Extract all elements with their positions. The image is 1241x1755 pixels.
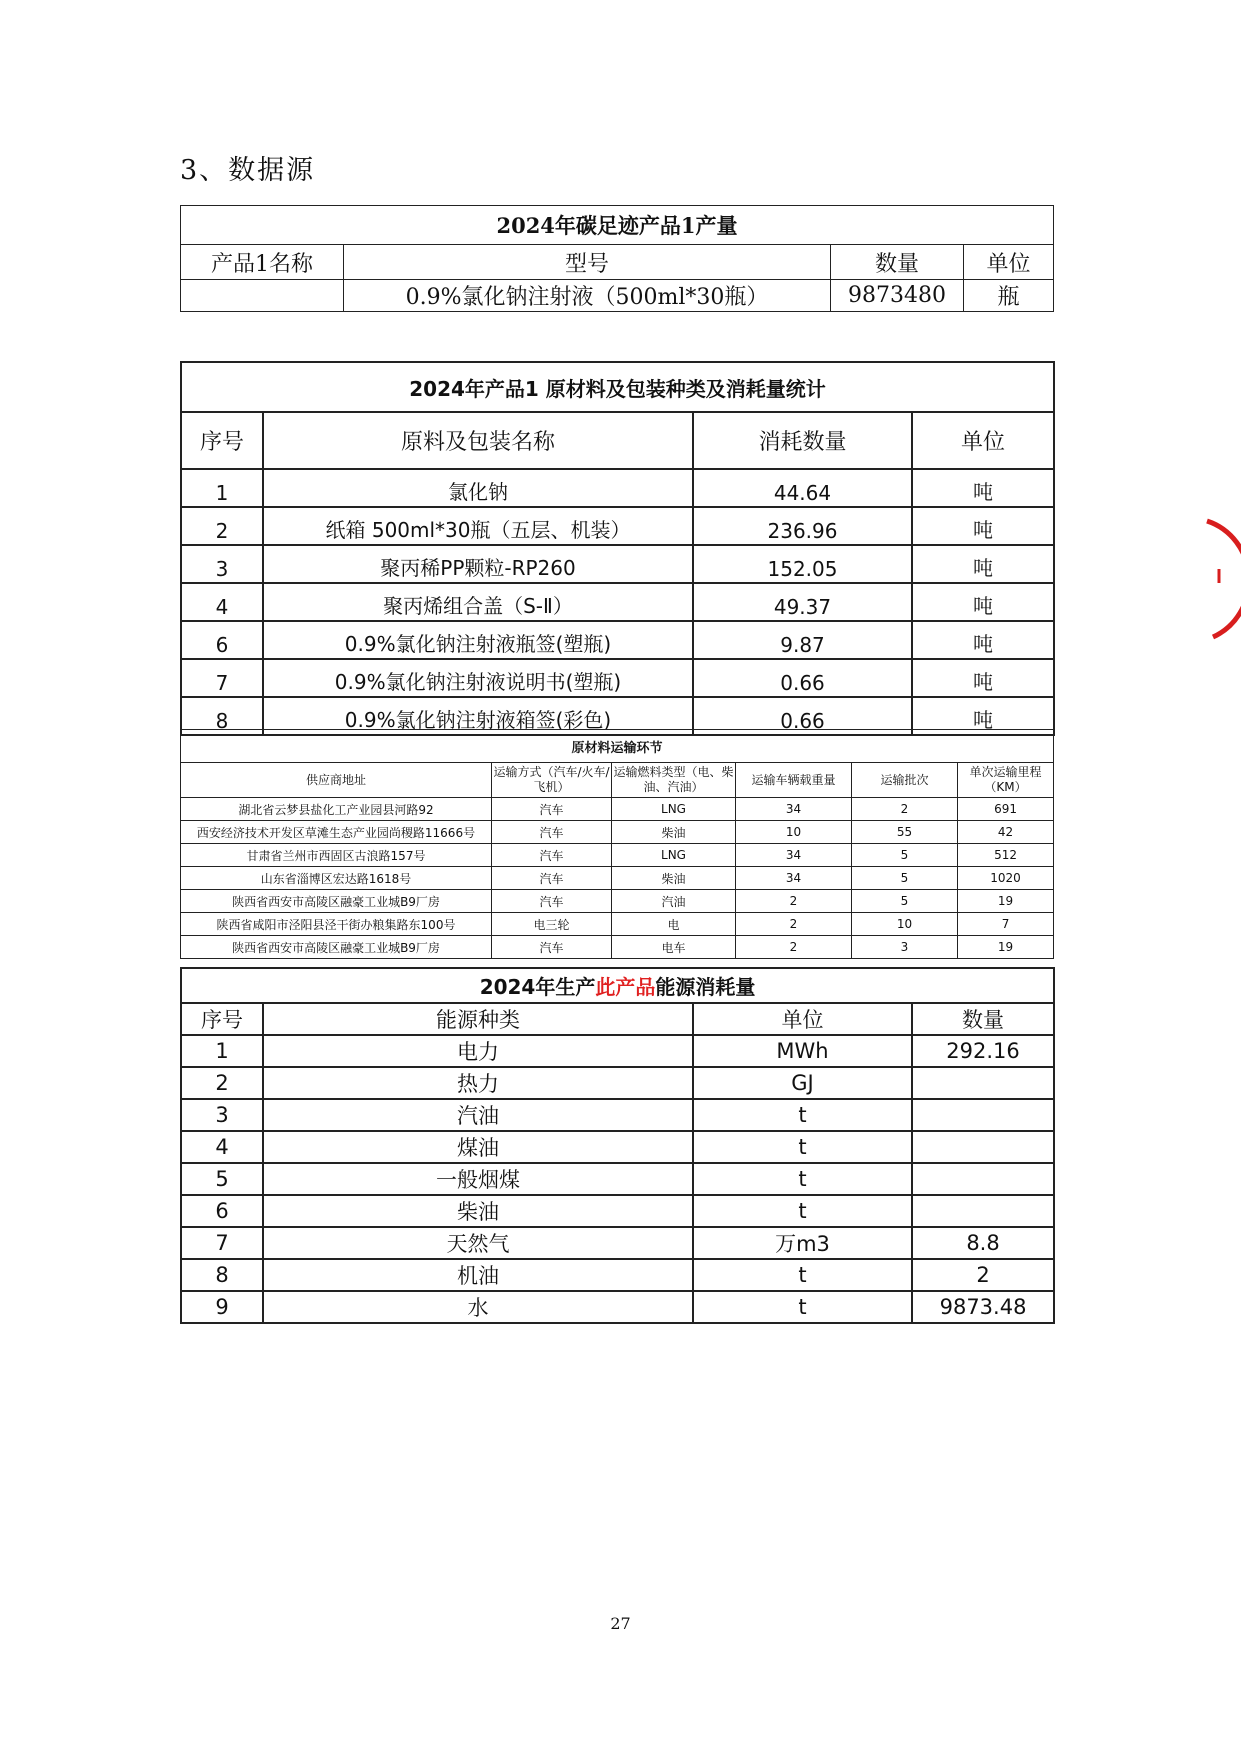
table-cell: 0.66 — [693, 659, 912, 697]
table-cell: 512 — [958, 844, 1054, 867]
table-cell: 5 — [852, 867, 958, 890]
table-title: 2024年产品1 原材料及包装种类及消耗量统计 — [181, 362, 1054, 412]
table-row — [181, 1227, 1054, 1259]
table-cell: 热力 — [263, 1067, 693, 1099]
table-cell: 0.9%氯化钠注射液（500ml*30瓶） — [344, 280, 831, 312]
table-cell: 49.37 — [693, 583, 912, 621]
seal-stamp-icon — [1205, 515, 1241, 645]
table-cell: 2 — [852, 798, 958, 821]
table-cell: 8 — [181, 1259, 263, 1291]
table-cell: 吨 — [912, 545, 1054, 583]
table-cell: 柴油 — [263, 1195, 693, 1227]
table-cell: 吨 — [912, 469, 1054, 507]
table-row — [181, 1259, 1054, 1291]
table-cell: 纸箱 500ml*30瓶（五层、机装） — [263, 507, 693, 545]
table-row — [181, 280, 1054, 312]
table-cell: 0.9%氯化钠注射液瓶签(塑瓶) — [263, 621, 693, 659]
table-cell: 湖北省云梦县盐化工产业园县河路92 — [181, 798, 492, 821]
table-cell: t — [693, 1259, 912, 1291]
table-cell: 3 — [181, 1099, 263, 1131]
title-part: 能源消耗量 — [655, 975, 756, 999]
column-header: 单位 — [693, 1003, 912, 1035]
table-cell: t — [693, 1099, 912, 1131]
table-cell: 6 — [181, 621, 263, 659]
column-header: 序号 — [181, 412, 263, 469]
page-number: 27 — [610, 1614, 631, 1633]
table-cell: 1 — [181, 1035, 263, 1067]
table-cell: LNG — [612, 844, 736, 867]
column-header: 数量 — [831, 245, 964, 280]
table-cell: 44.64 — [693, 469, 912, 507]
table-cell: MWh — [693, 1035, 912, 1067]
table-cell — [912, 1195, 1054, 1227]
energy-table — [180, 967, 1055, 1324]
table-cell: 55 — [852, 821, 958, 844]
table-row — [181, 1035, 1054, 1067]
table-cell: 691 — [958, 798, 1054, 821]
table-cell: 陕西省西安市高陵区融豪工业城B9厂房 — [181, 890, 492, 913]
table-cell: 292.16 — [912, 1035, 1054, 1067]
table-cell: 5 — [181, 1163, 263, 1195]
table-cell: 吨 — [912, 697, 1054, 735]
table-cell: 陕西省咸阳市泾阳县泾干街办粮集路东100号 — [181, 913, 492, 936]
table-cell: 9873480 — [831, 280, 964, 312]
table-cell: 19 — [958, 936, 1054, 959]
column-header: 数量 — [912, 1003, 1054, 1035]
table-cell: 甘肃省兰州市西固区古浪路157号 — [181, 844, 492, 867]
table-cell: 煤油 — [263, 1131, 693, 1163]
table-title: 2024年碳足迹产品1产量 — [181, 206, 1054, 245]
table-cell: 吨 — [912, 507, 1054, 545]
materials-table — [180, 361, 1055, 736]
table-cell: 汽车 — [492, 890, 612, 913]
table-cell: 柴油 — [612, 867, 736, 890]
table-row — [181, 621, 1054, 659]
table-title — [181, 968, 1054, 1003]
table-row — [181, 798, 1054, 821]
table-cell: 1020 — [958, 867, 1054, 890]
table-cell: t — [693, 1131, 912, 1163]
table-row — [181, 844, 1054, 867]
table-cell: 汽油 — [612, 890, 736, 913]
column-header: 消耗数量 — [693, 412, 912, 469]
table-cell: 2 — [181, 1067, 263, 1099]
table-cell: 2 — [736, 890, 852, 913]
table-cell: 7 — [958, 913, 1054, 936]
table-cell: 4 — [181, 1131, 263, 1163]
table-cell: 0.66 — [693, 697, 912, 735]
table-row — [181, 1067, 1054, 1099]
table-row — [181, 936, 1054, 959]
column-header: 单位 — [964, 245, 1054, 280]
column-header: 序号 — [181, 1003, 263, 1035]
table-cell: 9.87 — [693, 621, 912, 659]
table-cell: 聚丙烯组合盖（S-Ⅱ） — [263, 583, 693, 621]
column-header: 运输车辆载重量 — [736, 763, 852, 798]
table-row — [181, 821, 1054, 844]
table-cell: 6 — [181, 1195, 263, 1227]
column-header: 产品1名称 — [181, 245, 344, 280]
column-header: 运输燃料类型（电、柴油、汽油） — [612, 763, 736, 798]
table-cell: 7 — [181, 659, 263, 697]
table-row — [181, 890, 1054, 913]
table-cell: 吨 — [912, 659, 1054, 697]
table-row — [181, 913, 1054, 936]
table-cell: 水 — [263, 1291, 693, 1323]
table-cell: 10 — [852, 913, 958, 936]
table-cell: 万m3 — [693, 1227, 912, 1259]
table-row — [181, 867, 1054, 890]
table-cell: 7 — [181, 1227, 263, 1259]
table-cell: 42 — [958, 821, 1054, 844]
table-cell: 2 — [736, 913, 852, 936]
product-output-table — [180, 205, 1054, 312]
table-cell: 汽油 — [263, 1099, 693, 1131]
table-cell: 汽车 — [492, 867, 612, 890]
table-cell — [181, 280, 344, 312]
table-row — [181, 1163, 1054, 1195]
column-header: 运输方式（汽车/火车/飞机） — [492, 763, 612, 798]
table-cell: 电力 — [263, 1035, 693, 1067]
table-cell: 陕西省西安市高陵区融豪工业城B9厂房 — [181, 936, 492, 959]
table-cell: 152.05 — [693, 545, 912, 583]
table-row — [181, 583, 1054, 621]
title-part: 2024年生产 — [479, 975, 596, 999]
table-title: 原材料运输环节 — [181, 730, 1054, 763]
table-cell: t — [693, 1163, 912, 1195]
table-cell: 西安经济技术开发区草滩生态产业园尚稷路11666号 — [181, 821, 492, 844]
table-cell: 2 — [736, 936, 852, 959]
table-cell: 电车 — [612, 936, 736, 959]
title-highlight: 此产品 — [595, 975, 656, 999]
table-cell: t — [693, 1195, 912, 1227]
table-cell: 5 — [852, 844, 958, 867]
column-header: 原料及包装名称 — [263, 412, 693, 469]
table-row — [181, 1099, 1054, 1131]
table-cell: 34 — [736, 867, 852, 890]
table-cell: 9873.48 — [912, 1291, 1054, 1323]
table-cell: 0.9%氯化钠注射液说明书(塑瓶) — [263, 659, 693, 697]
table-cell: 天然气 — [263, 1227, 693, 1259]
table-cell: 汽车 — [492, 936, 612, 959]
table-row — [181, 1131, 1054, 1163]
column-header: 单位 — [912, 412, 1054, 469]
table-row — [181, 1291, 1054, 1323]
table-cell: 聚丙稀PP颗粒-RP260 — [263, 545, 693, 583]
table-row — [181, 545, 1054, 583]
table-cell: 氯化钠 — [263, 469, 693, 507]
table-cell: 汽车 — [492, 844, 612, 867]
table-cell: 9 — [181, 1291, 263, 1323]
table-cell: GJ — [693, 1067, 912, 1099]
section-heading: 3、数据源 — [180, 155, 316, 186]
column-header: 运输批次 — [852, 763, 958, 798]
table-row — [181, 469, 1054, 507]
table-cell: 电 — [612, 913, 736, 936]
column-header: 单次运输里程（KM） — [958, 763, 1054, 798]
table-cell — [912, 1131, 1054, 1163]
table-cell: 吨 — [912, 621, 1054, 659]
table-cell: 吨 — [912, 583, 1054, 621]
table-cell — [912, 1067, 1054, 1099]
table-cell: 汽车 — [492, 798, 612, 821]
table-cell: 4 — [181, 583, 263, 621]
table-cell: 5 — [852, 890, 958, 913]
table-cell: 34 — [736, 844, 852, 867]
table-row — [181, 659, 1054, 697]
transport-table — [180, 729, 1054, 959]
column-header: 供应商地址 — [181, 763, 492, 798]
table-cell: 柴油 — [612, 821, 736, 844]
table-cell: 一般烟煤 — [263, 1163, 693, 1195]
table-cell: t — [693, 1291, 912, 1323]
table-cell: 电三轮 — [492, 913, 612, 936]
table-cell: 1 — [181, 469, 263, 507]
table-cell: 10 — [736, 821, 852, 844]
table-cell: 机油 — [263, 1259, 693, 1291]
table-row — [181, 507, 1054, 545]
table-cell: 2 — [181, 507, 263, 545]
table-cell: 8 — [181, 697, 263, 735]
table-cell — [912, 1099, 1054, 1131]
table-cell: 8.8 — [912, 1227, 1054, 1259]
table-cell: 19 — [958, 890, 1054, 913]
column-header: 能源种类 — [263, 1003, 693, 1035]
table-cell: LNG — [612, 798, 736, 821]
table-cell: 0.9%氯化钠注射液箱签(彩色) — [263, 697, 693, 735]
table-cell: 3 — [181, 545, 263, 583]
table-cell: 山东省淄博区宏达路1618号 — [181, 867, 492, 890]
table-cell: 汽车 — [492, 821, 612, 844]
column-header: 型号 — [344, 245, 831, 280]
table-cell: 瓶 — [964, 280, 1054, 312]
table-cell: 2 — [912, 1259, 1054, 1291]
table-row — [181, 1195, 1054, 1227]
table-cell: 3 — [852, 936, 958, 959]
table-cell: 34 — [736, 798, 852, 821]
table-cell: 236.96 — [693, 507, 912, 545]
table-cell — [912, 1163, 1054, 1195]
